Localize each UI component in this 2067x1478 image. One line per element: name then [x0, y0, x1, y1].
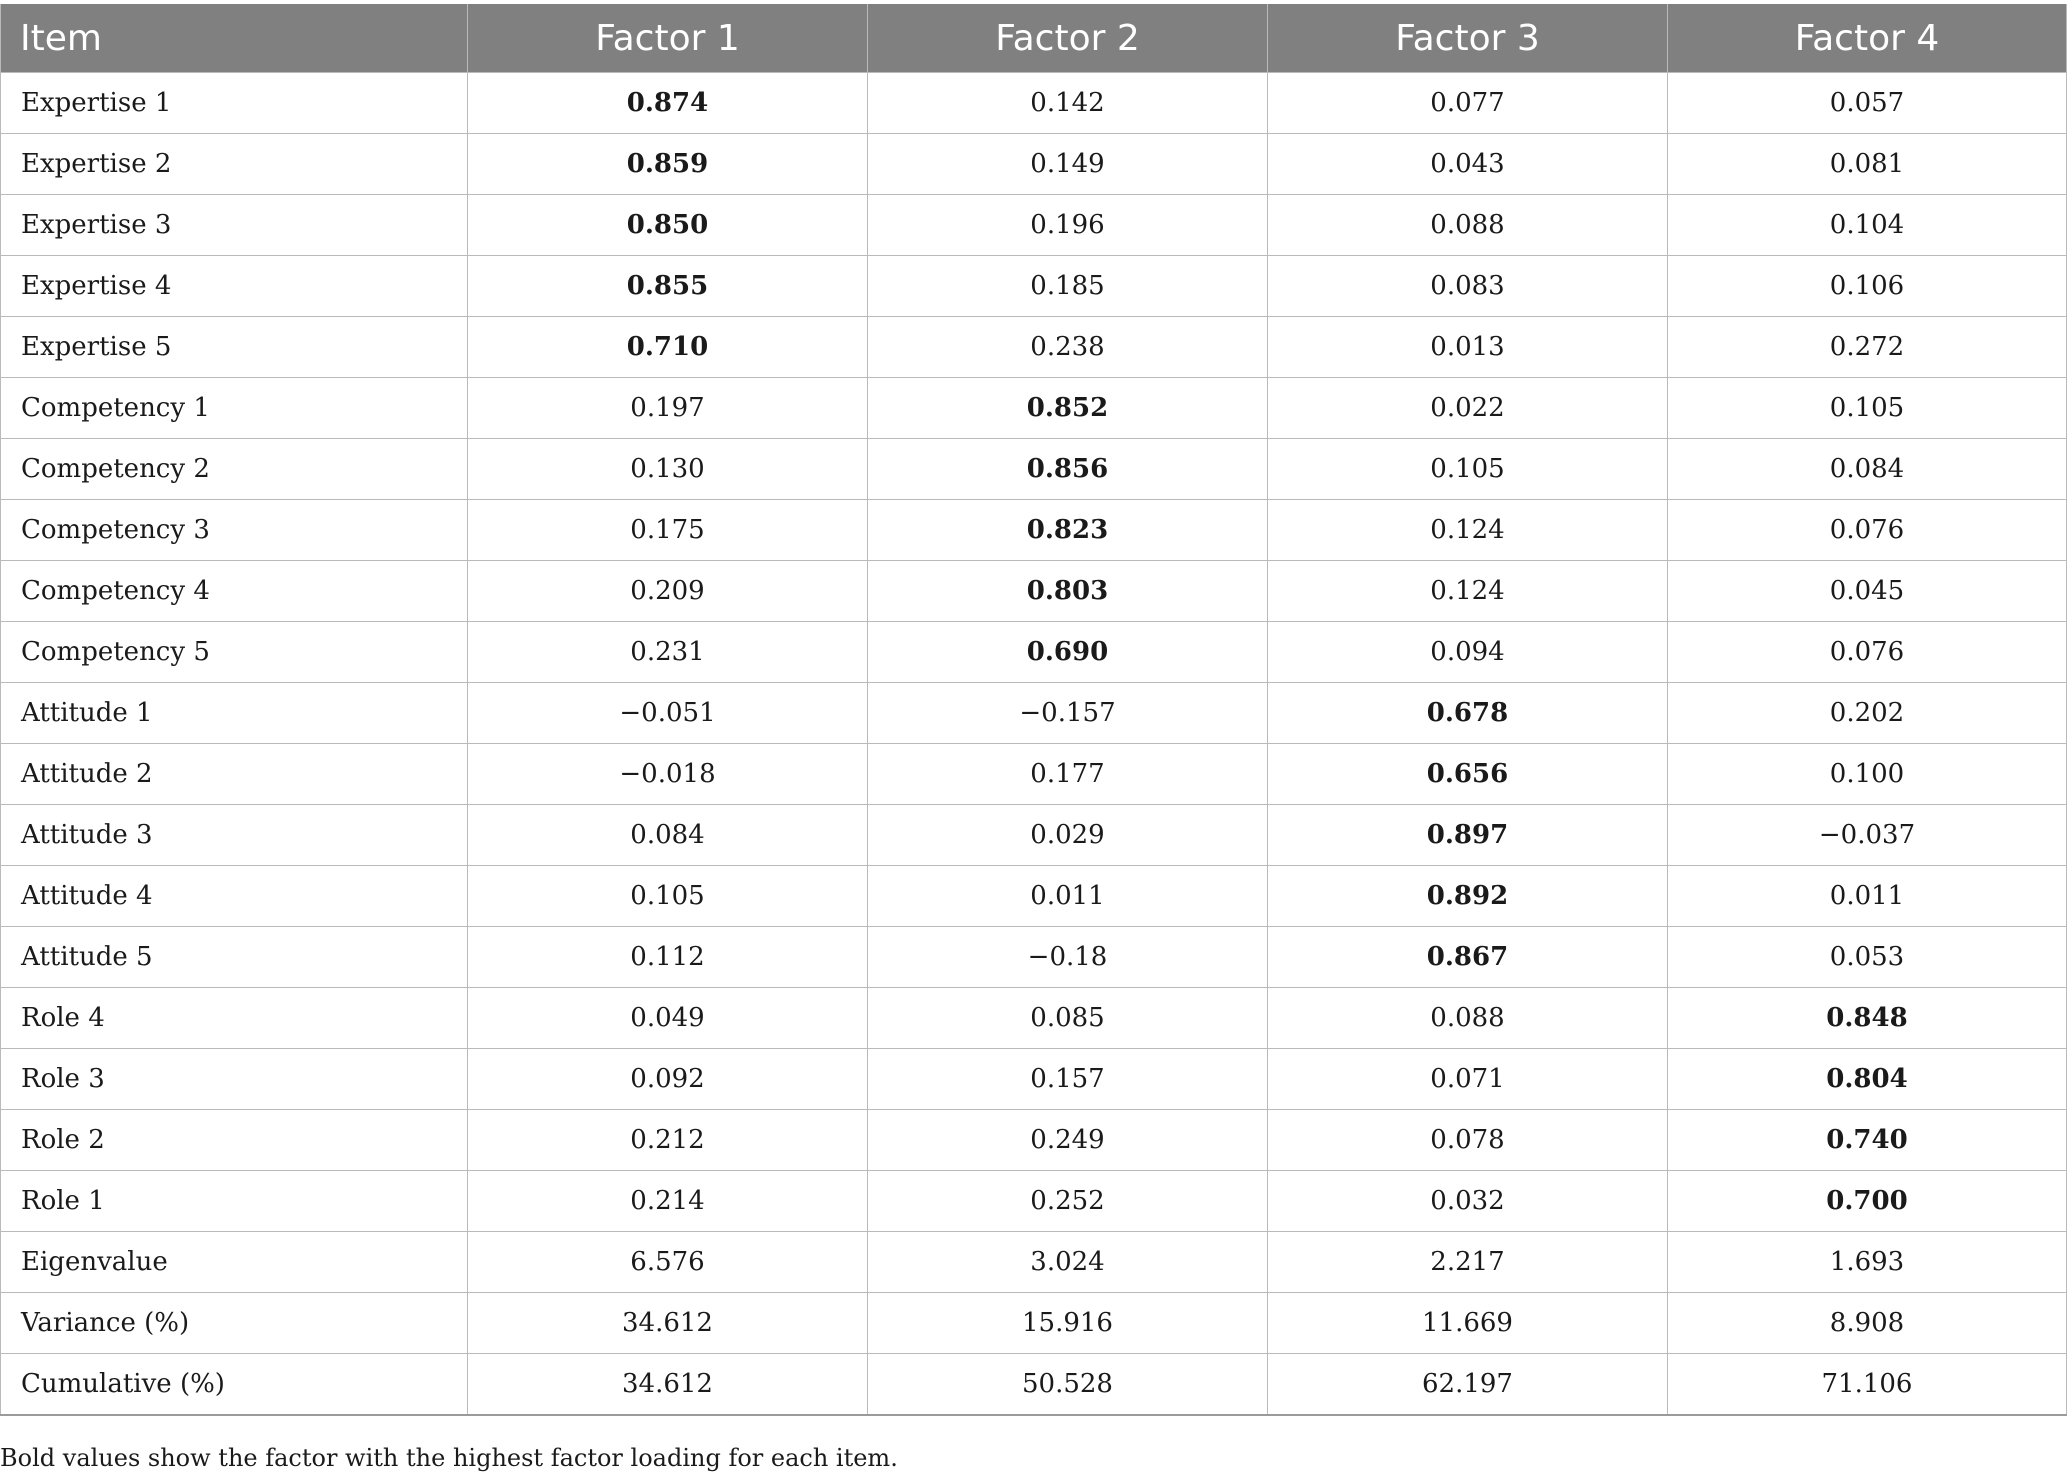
cell-factor-3: 0.892	[1268, 866, 1668, 927]
cell-factor-2: −0.157	[868, 683, 1268, 744]
cell-factor-4: 1.693	[1668, 1232, 2067, 1293]
table-row	[1, 988, 2067, 1049]
row-item-label: Role 2	[1, 1110, 468, 1171]
cell-factor-3: 0.013	[1268, 317, 1668, 378]
table-row	[1, 1354, 2067, 1416]
cell-factor-4: −0.037	[1668, 805, 2067, 866]
table-row	[1, 500, 2067, 561]
cell-factor-2: 0.249	[868, 1110, 1268, 1171]
row-item-label: Expertise 4	[1, 256, 468, 317]
cell-factor-2: 0.149	[868, 134, 1268, 195]
table-footnote: Bold values show the factor with the highest factor loading for each item.	[0, 1444, 898, 1472]
cell-factor-4: 0.740	[1668, 1110, 2067, 1171]
cell-factor-2: 0.856	[868, 439, 1268, 500]
row-item-label: Expertise 2	[1, 134, 468, 195]
cell-factor-3: 62.197	[1268, 1354, 1668, 1416]
cell-factor-3: 0.077	[1268, 73, 1668, 134]
cell-factor-2: 0.142	[868, 73, 1268, 134]
cell-factor-1: −0.018	[468, 744, 868, 805]
cell-factor-2: 0.823	[868, 500, 1268, 561]
header-item: Item	[1, 4, 468, 73]
cell-factor-3: 0.088	[1268, 988, 1668, 1049]
cell-factor-4: 0.057	[1668, 73, 2067, 134]
cell-factor-3: 0.897	[1268, 805, 1668, 866]
table-row	[1, 1171, 2067, 1232]
cell-factor-4: 0.081	[1668, 134, 2067, 195]
header-factor-1: Factor 1	[468, 4, 868, 73]
table-row	[1, 73, 2067, 134]
row-item-label: Expertise 5	[1, 317, 468, 378]
cell-factor-3: 0.124	[1268, 500, 1668, 561]
cell-factor-1: 0.092	[468, 1049, 868, 1110]
cell-factor-1: 0.197	[468, 378, 868, 439]
cell-factor-3: 2.217	[1268, 1232, 1668, 1293]
table-row	[1, 1293, 2067, 1354]
cell-factor-3: 0.083	[1268, 256, 1668, 317]
cell-factor-3: 0.032	[1268, 1171, 1668, 1232]
row-item-label: Role 4	[1, 988, 468, 1049]
cell-factor-1: 6.576	[468, 1232, 868, 1293]
cell-factor-2: 0.157	[868, 1049, 1268, 1110]
cell-factor-1: −0.051	[468, 683, 868, 744]
row-item-label: Competency 1	[1, 378, 468, 439]
table-row	[1, 256, 2067, 317]
cell-factor-4: 0.045	[1668, 561, 2067, 622]
cell-factor-1: 0.105	[468, 866, 868, 927]
cell-factor-2: 15.916	[868, 1293, 1268, 1354]
cell-factor-2: 0.011	[868, 866, 1268, 927]
row-item-label: Attitude 5	[1, 927, 468, 988]
table-body	[1, 73, 2067, 1416]
cell-factor-4: 0.106	[1668, 256, 2067, 317]
table-row	[1, 1110, 2067, 1171]
row-item-label: Competency 5	[1, 622, 468, 683]
cell-factor-2: 0.252	[868, 1171, 1268, 1232]
cell-factor-3: 0.071	[1268, 1049, 1668, 1110]
cell-factor-2: 0.196	[868, 195, 1268, 256]
cell-factor-1: 0.850	[468, 195, 868, 256]
cell-factor-3: 0.678	[1268, 683, 1668, 744]
table-row	[1, 1232, 2067, 1293]
cell-factor-1: 0.859	[468, 134, 868, 195]
row-item-label: Competency 2	[1, 439, 468, 500]
table-row	[1, 439, 2067, 500]
cell-factor-3: 0.043	[1268, 134, 1668, 195]
cell-factor-1: 0.212	[468, 1110, 868, 1171]
cell-factor-1: 0.874	[468, 73, 868, 134]
header-factor-4: Factor 4	[1668, 4, 2067, 73]
cell-factor-1: 0.130	[468, 439, 868, 500]
table-row	[1, 744, 2067, 805]
row-item-label: Attitude 4	[1, 866, 468, 927]
cell-factor-2: 0.238	[868, 317, 1268, 378]
factor-loadings-table	[0, 4, 2067, 1416]
row-item-label: Competency 3	[1, 500, 468, 561]
cell-factor-1: 0.112	[468, 927, 868, 988]
row-item-label: Role 3	[1, 1049, 468, 1110]
cell-factor-2: 0.852	[868, 378, 1268, 439]
cell-factor-3: 0.124	[1268, 561, 1668, 622]
row-item-label: Role 1	[1, 1171, 468, 1232]
cell-factor-2: 0.029	[868, 805, 1268, 866]
row-item-label: Expertise 1	[1, 73, 468, 134]
cell-factor-1: 0.710	[468, 317, 868, 378]
row-item-label: Competency 4	[1, 561, 468, 622]
row-item-label: Attitude 1	[1, 683, 468, 744]
cell-factor-1: 0.049	[468, 988, 868, 1049]
cell-factor-4: 0.848	[1668, 988, 2067, 1049]
cell-factor-4: 0.700	[1668, 1171, 2067, 1232]
cell-factor-4: 0.076	[1668, 500, 2067, 561]
row-item-label: Attitude 3	[1, 805, 468, 866]
cell-factor-2: 3.024	[868, 1232, 1268, 1293]
table-row	[1, 805, 2067, 866]
table-row	[1, 1049, 2067, 1110]
cell-factor-2: 0.185	[868, 256, 1268, 317]
cell-factor-2: 0.085	[868, 988, 1268, 1049]
cell-factor-4: 0.084	[1668, 439, 2067, 500]
cell-factor-1: 0.231	[468, 622, 868, 683]
cell-factor-4: 8.908	[1668, 1293, 2067, 1354]
table-row	[1, 683, 2067, 744]
cell-factor-4: 0.105	[1668, 378, 2067, 439]
cell-factor-3: 0.094	[1268, 622, 1668, 683]
table-row	[1, 927, 2067, 988]
row-item-label: Cumulative (%)	[1, 1354, 468, 1416]
cell-factor-1: 34.612	[468, 1293, 868, 1354]
cell-factor-2: 0.690	[868, 622, 1268, 683]
factor-loadings-table-container	[0, 4, 2067, 1416]
cell-factor-1: 34.612	[468, 1354, 868, 1416]
row-item-label: Attitude 2	[1, 744, 468, 805]
cell-factor-1: 0.214	[468, 1171, 868, 1232]
table-row	[1, 561, 2067, 622]
row-item-label: Variance (%)	[1, 1293, 468, 1354]
table-row	[1, 134, 2067, 195]
cell-factor-1: 0.175	[468, 500, 868, 561]
cell-factor-2: 0.803	[868, 561, 1268, 622]
cell-factor-2: 50.528	[868, 1354, 1268, 1416]
cell-factor-4: 0.272	[1668, 317, 2067, 378]
table-row	[1, 866, 2067, 927]
row-item-label: Eigenvalue	[1, 1232, 468, 1293]
cell-factor-4: 0.053	[1668, 927, 2067, 988]
row-item-label: Expertise 3	[1, 195, 468, 256]
cell-factor-2: 0.177	[868, 744, 1268, 805]
cell-factor-1: 0.855	[468, 256, 868, 317]
cell-factor-4: 0.804	[1668, 1049, 2067, 1110]
cell-factor-4: 0.202	[1668, 683, 2067, 744]
cell-factor-3: 0.088	[1268, 195, 1668, 256]
cell-factor-1: 0.084	[468, 805, 868, 866]
cell-factor-4: 0.104	[1668, 195, 2067, 256]
table-row	[1, 317, 2067, 378]
header-factor-2: Factor 2	[868, 4, 1268, 73]
cell-factor-3: 11.669	[1268, 1293, 1668, 1354]
cell-factor-3: 0.656	[1268, 744, 1668, 805]
cell-factor-3: 0.022	[1268, 378, 1668, 439]
cell-factor-4: 71.106	[1668, 1354, 2067, 1416]
table-row	[1, 622, 2067, 683]
cell-factor-3: 0.867	[1268, 927, 1668, 988]
table-header-row	[1, 4, 2067, 73]
table-row	[1, 195, 2067, 256]
cell-factor-1: 0.209	[468, 561, 868, 622]
cell-factor-3: 0.105	[1268, 439, 1668, 500]
cell-factor-4: 0.100	[1668, 744, 2067, 805]
table-row	[1, 378, 2067, 439]
cell-factor-2: −0.18	[868, 927, 1268, 988]
cell-factor-3: 0.078	[1268, 1110, 1668, 1171]
header-factor-3: Factor 3	[1268, 4, 1668, 73]
cell-factor-4: 0.076	[1668, 622, 2067, 683]
cell-factor-4: 0.011	[1668, 866, 2067, 927]
